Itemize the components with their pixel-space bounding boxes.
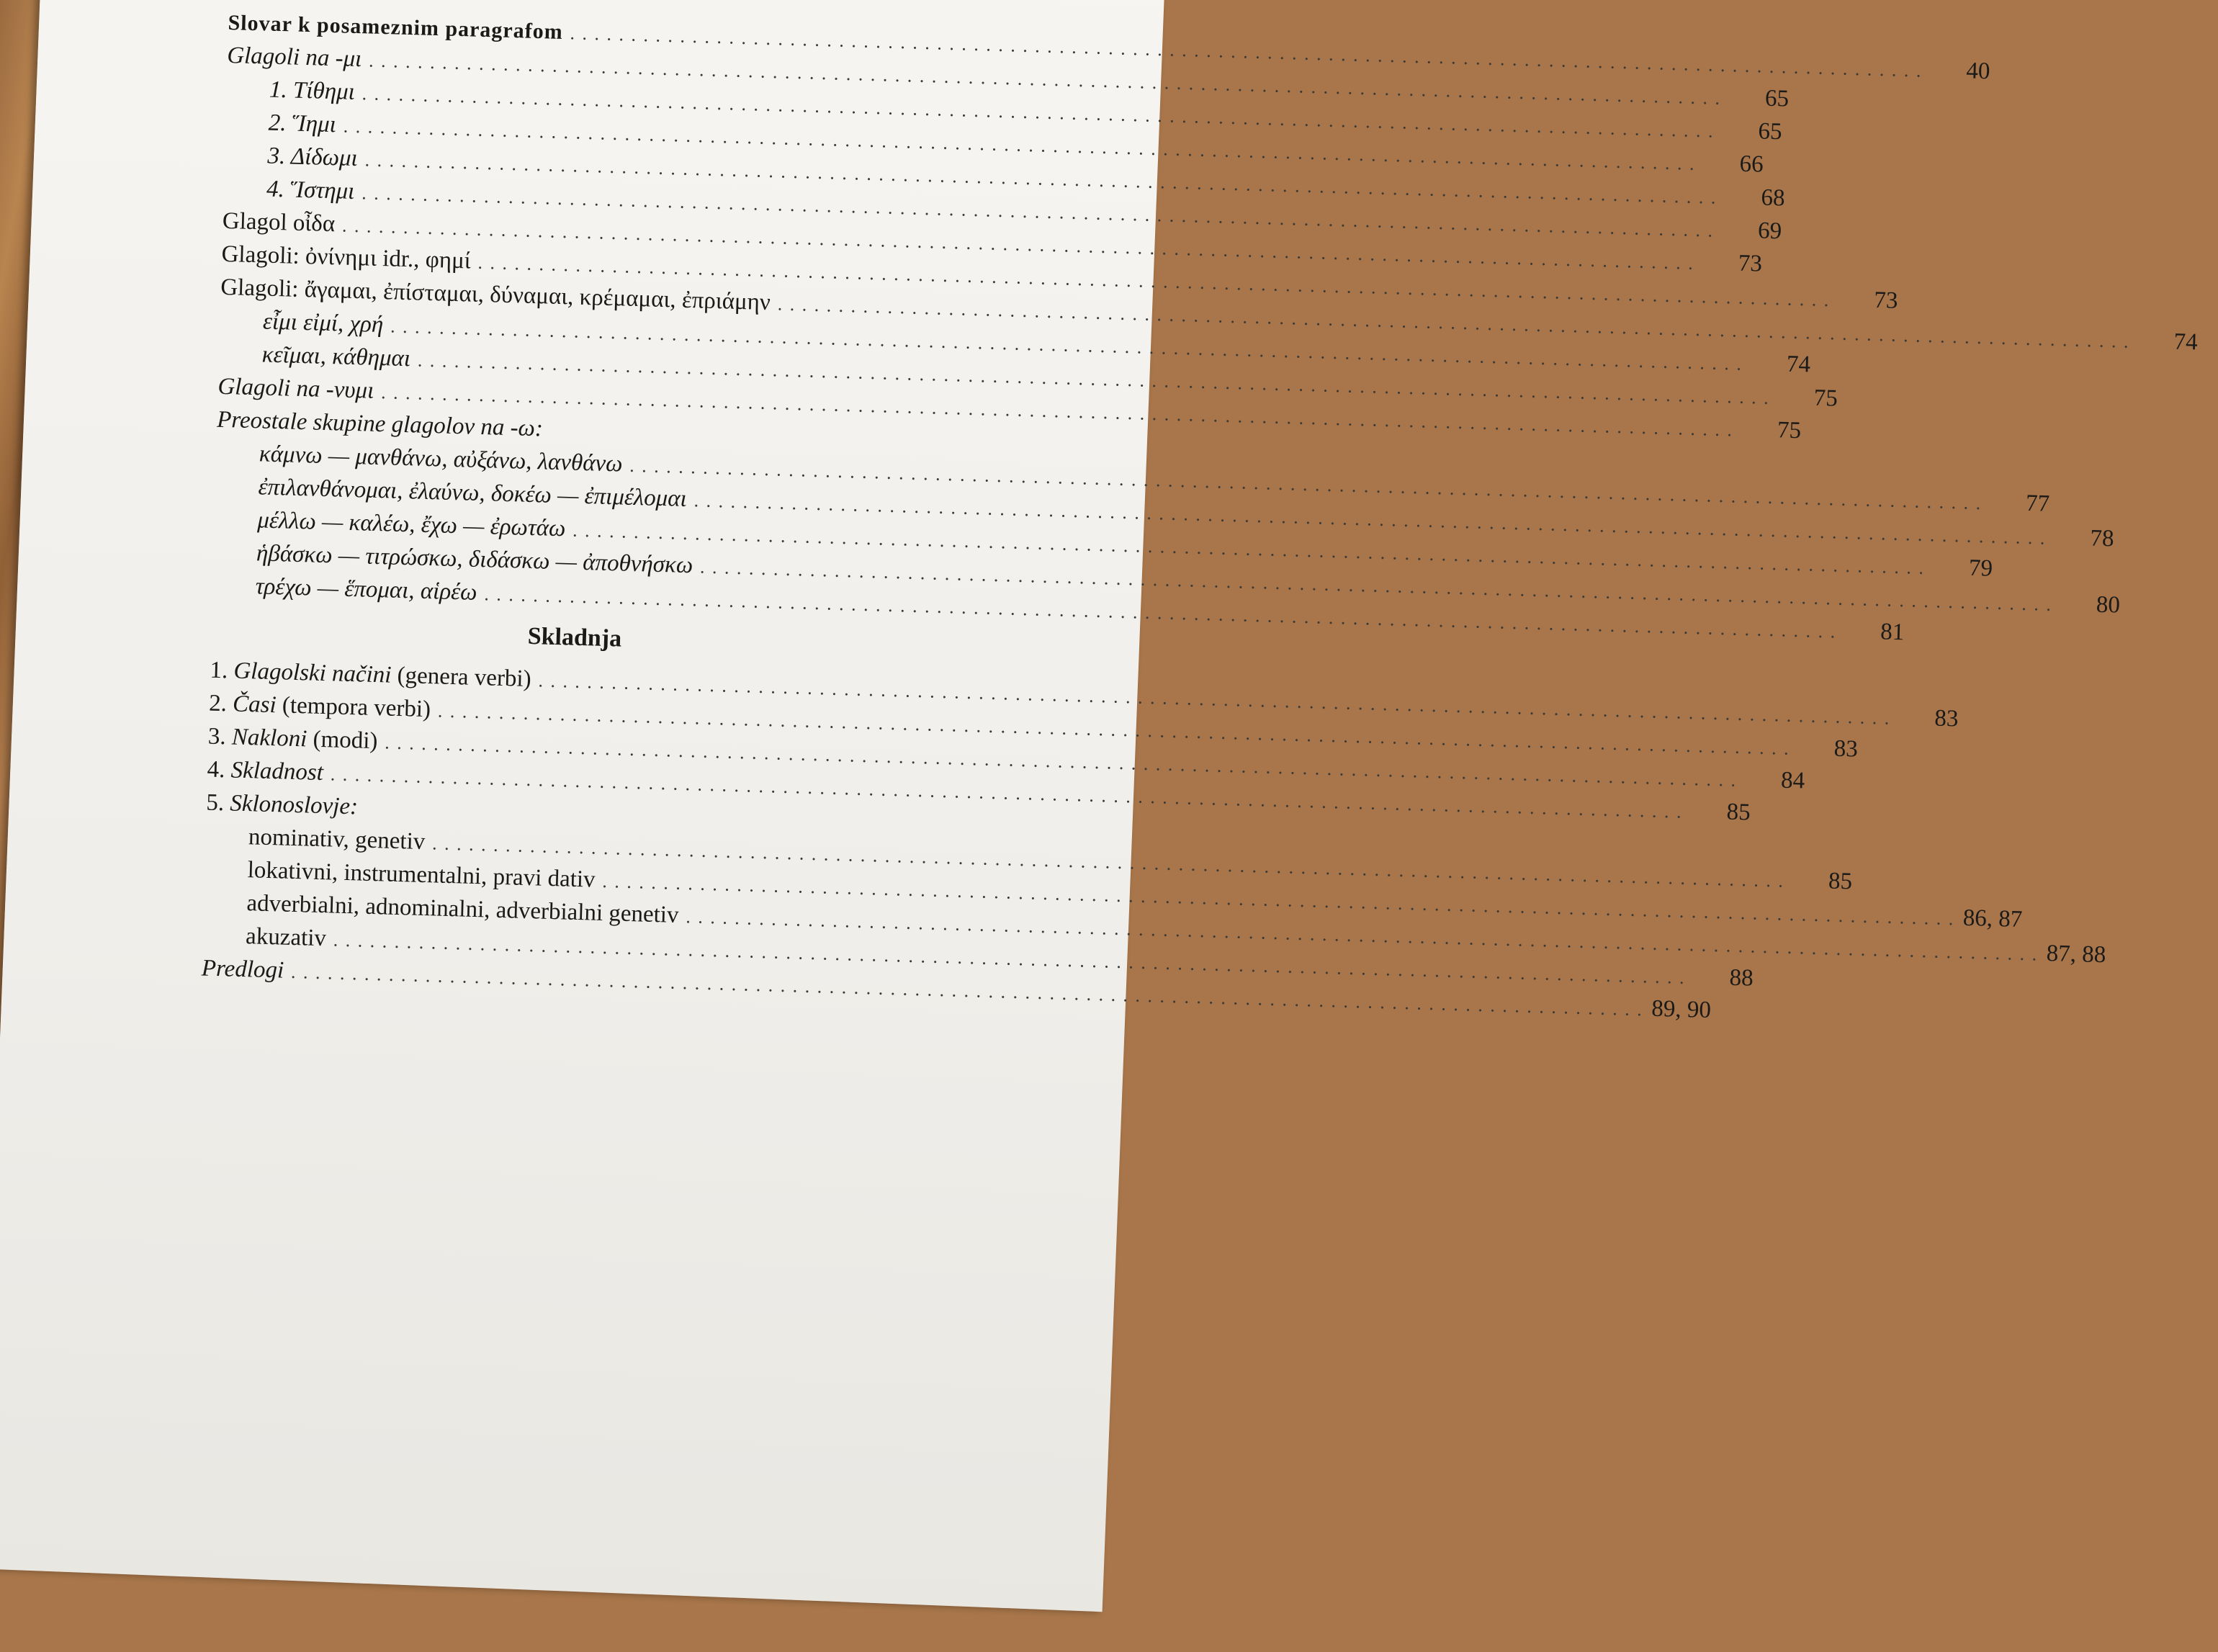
toc-entry-page: 83: [1934, 705, 1959, 732]
toc-entry-text: Preostale skupine glagolov na -ω:: [216, 406, 544, 442]
toc-entry-page: 81: [1880, 619, 1905, 646]
toc-entry-page: 89, 90: [1651, 995, 1712, 1023]
entry-term: Skladnost: [230, 757, 324, 786]
entry-extra: adverbialni, adnominalni, adverbialni genetiv: [246, 890, 679, 928]
entry-term: Časi: [232, 691, 277, 719]
toc-entry-page: 78: [2089, 525, 2114, 552]
syntax-entries: [201, 654, 2106, 1023]
toc-entry-page: 85: [1828, 868, 1853, 895]
toc-entry-page: 65: [1758, 118, 1783, 145]
toc-entry-page: 73: [1873, 287, 1898, 314]
toc-entry-page: 87, 88: [2046, 940, 2106, 969]
entry-term: Glagolski načini: [233, 657, 392, 688]
toc-entry-text: [207, 720, 385, 758]
toc-entry-text: κάμνω — μανθάνω, αὐξάνω, λανθάνω: [259, 441, 623, 477]
toc-entry-page: 66: [1739, 151, 1764, 178]
toc-entry-page: 79: [1968, 555, 1993, 582]
toc-entry-text: Glagol οἶδα: [222, 207, 336, 238]
toc-entry-page: 74: [2173, 328, 2199, 356]
toc-entry-page: 83: [1833, 735, 1859, 763]
toc-entry-text: ἐπιλανθάνομαι, ἐλαύνω, δοκέω — ἐπιμέλομαι: [258, 474, 688, 513]
toc-entry-page: 75: [1777, 417, 1802, 444]
entry-number: 1.: [210, 657, 228, 684]
entry-number: 4.: [207, 756, 225, 784]
toc-entry-page: 75: [1813, 385, 1838, 412]
entry-term: Nakloni: [231, 724, 307, 753]
entry-number: 2.: [208, 690, 228, 717]
toc-entry-text: 3. Δίδωμι: [266, 143, 359, 172]
toc-entry-text: [246, 920, 334, 955]
toc-entry-text: Glagoli na -νυμι: [217, 373, 374, 404]
toc-entry-page: 84: [1780, 767, 1805, 794]
toc-entry-text: [207, 753, 331, 790]
toc-entry-page: 88: [1729, 964, 1754, 992]
entry-extra: nominativ, genetiv: [248, 824, 426, 856]
entry-extra: (tempora verbi): [276, 692, 431, 723]
toc-entry-page: 86, 87: [1962, 904, 2023, 933]
table-of-contents: [201, 6, 2199, 1023]
toc-entry-page: 85: [1726, 799, 1751, 826]
toc-entry-page: 68: [1760, 184, 1785, 212]
toc-entry-text: 4. Ἵστημι: [266, 176, 355, 205]
toc-entry-page: 77: [2025, 490, 2050, 517]
toc-entry-text: εἶμι εἰμί, χρή: [262, 308, 384, 338]
toc-entry-text: κεῖμαι, κάθημαι: [261, 341, 411, 372]
entry-number: 5.: [205, 789, 225, 817]
toc-entry-page: 80: [2096, 591, 2121, 619]
toc-entry-text: [206, 786, 366, 824]
entry-extra: (modi): [306, 726, 378, 755]
section-title: Skladnja: [527, 622, 622, 652]
entry-extra: lokativni, instrumentalni, pravi dativ: [247, 857, 596, 893]
entry-extra: (genera verbi): [390, 662, 532, 693]
toc-entry-text: Glagoli: ὀνίνημι idr., φημί: [221, 241, 472, 274]
toc-header-page: 40: [1965, 58, 1990, 85]
toc-entry-text: ἡβάσκω — τιτρώσκω, διδάσκω — ἀποθνήσκω: [256, 540, 693, 579]
toc-entry-text: 1. Τίθημι: [269, 76, 356, 105]
toc-entry-text: Glagoli: ἄγαμαι, ἐπίσταμαι, δύναμαι, κρέμαμαι, ἐπριάμην: [220, 274, 771, 316]
entry-extra: akuzativ: [245, 923, 327, 952]
toc-entry-text: μέλλω — καλέω, ἔχω — ἐρωτάω: [256, 507, 566, 542]
toc-entry-text: Glagoli na -μι: [226, 42, 362, 73]
toc-entry-page: 74: [1786, 351, 1811, 378]
entry-term: Sklonoslovje:: [229, 790, 359, 820]
toc-entry-text: τρέχω — ἕπομαι, αἱρέω: [255, 573, 478, 606]
toc-entry-page: 69: [1757, 217, 1782, 245]
toc-entry-page: 65: [1764, 85, 1790, 112]
toc-entry-text: [248, 820, 432, 858]
toc-header-title: Slovar k posameznim paragrafom: [228, 10, 564, 44]
entry-term: Predlogi: [201, 955, 284, 984]
toc-entry-page: 73: [1738, 250, 1763, 277]
toc-entry-text: [201, 951, 292, 987]
toc-entry-text: 2. Ἵημι: [268, 109, 337, 138]
entry-number: 3.: [207, 723, 227, 750]
